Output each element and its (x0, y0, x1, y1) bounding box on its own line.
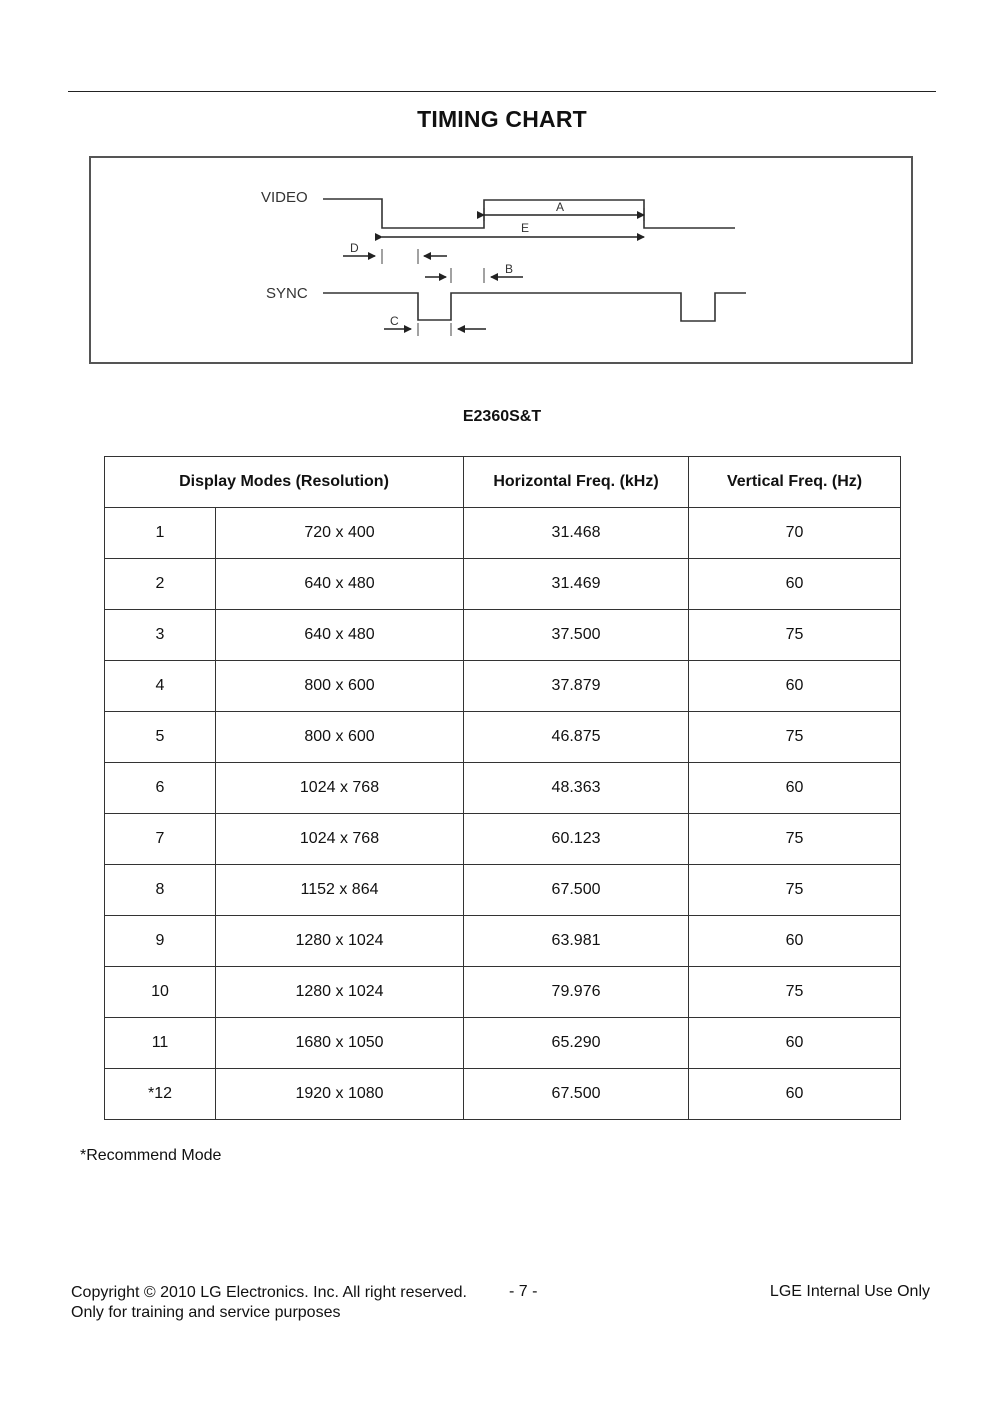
marker-d: D (350, 241, 359, 255)
table-row (105, 559, 901, 610)
resolution-cell: 1920 x 1080 (216, 1069, 464, 1120)
footer-left (71, 1283, 467, 1323)
table-row (105, 661, 901, 712)
mode-number-cell: *12 (105, 1069, 216, 1120)
table-header-row (105, 457, 901, 508)
resolution-cell: 1680 x 1050 (216, 1018, 464, 1069)
horizontal-freq-cell: 67.500 (464, 1069, 689, 1120)
resolution-cell: 640 x 480 (216, 610, 464, 661)
top-rule (68, 91, 936, 92)
video-label: VIDEO (261, 189, 308, 206)
horizontal-freq-cell: 63.981 (464, 916, 689, 967)
resolution-cell: 640 x 480 (216, 559, 464, 610)
table-row (105, 1018, 901, 1069)
vertical-freq-cell: 60 (689, 1018, 901, 1069)
mode-number-cell: 8 (105, 865, 216, 916)
mode-number-cell: 11 (105, 1018, 216, 1069)
resolution-cell: 1152 x 864 (216, 865, 464, 916)
horizontal-freq-cell: 67.500 (464, 865, 689, 916)
horizontal-freq-cell: 46.875 (464, 712, 689, 763)
horizontal-freq-cell: 79.976 (464, 967, 689, 1018)
timing-diagram (89, 156, 913, 364)
table-row (105, 865, 901, 916)
vertical-freq-cell: 75 (689, 712, 901, 763)
marker-c: C (390, 314, 399, 328)
timing-table (104, 456, 901, 1120)
timing-diagram-svg (91, 158, 915, 366)
resolution-cell: 720 x 400 (216, 508, 464, 559)
sync-label: SYNC (266, 285, 308, 302)
vertical-freq-cell: 60 (689, 661, 901, 712)
footer-purpose: Only for training and service purposes (71, 1304, 341, 1321)
mode-number-cell: 9 (105, 916, 216, 967)
horizontal-freq-cell: 37.879 (464, 661, 689, 712)
header-display-modes: Display Modes (Resolution) (105, 457, 464, 508)
mode-number-cell: 2 (105, 559, 216, 610)
mode-number-cell: 6 (105, 763, 216, 814)
resolution-cell: 1024 x 768 (216, 763, 464, 814)
vertical-freq-cell: 60 (689, 916, 901, 967)
mode-number-cell: 3 (105, 610, 216, 661)
table-row (105, 712, 901, 763)
model-title: E2360S&T (462, 408, 542, 425)
header-horizontal-freq: Horizontal Freq. (kHz) (464, 457, 689, 508)
marker-e: E (521, 221, 530, 235)
vertical-freq-cell: 75 (689, 967, 901, 1018)
table-row (105, 814, 901, 865)
table-row (105, 967, 901, 1018)
horizontal-freq-cell: 37.500 (464, 610, 689, 661)
table-row (105, 763, 901, 814)
footnote: *Recommend Mode (80, 1147, 222, 1164)
marker-a: A (556, 200, 565, 214)
table-row (105, 508, 901, 559)
table-row (105, 610, 901, 661)
mode-number-cell: 7 (105, 814, 216, 865)
footer-usage: LGE Internal Use Only (769, 1283, 930, 1300)
page-title: TIMING CHART (417, 106, 587, 132)
resolution-cell: 1280 x 1024 (216, 916, 464, 967)
table-row (105, 916, 901, 967)
mode-number-cell: 4 (105, 661, 216, 712)
vertical-freq-cell: 60 (689, 559, 901, 610)
horizontal-freq-cell: 31.468 (464, 508, 689, 559)
vertical-freq-cell: 75 (689, 814, 901, 865)
vertical-freq-cell: 75 (689, 610, 901, 661)
header-vertical-freq: Vertical Freq. (Hz) (689, 457, 901, 508)
resolution-cell: 800 x 600 (216, 712, 464, 763)
vertical-freq-cell: 60 (689, 1069, 901, 1120)
vertical-freq-cell: 75 (689, 865, 901, 916)
vertical-freq-cell: 70 (689, 508, 901, 559)
sync-waveform (323, 293, 746, 321)
resolution-cell: 1024 x 768 (216, 814, 464, 865)
footer-page-number: - 7 - (509, 1283, 538, 1300)
horizontal-freq-cell: 65.290 (464, 1018, 689, 1069)
resolution-cell: 800 x 600 (216, 661, 464, 712)
mode-number-cell: 1 (105, 508, 216, 559)
marker-b: B (505, 262, 514, 276)
horizontal-freq-cell: 48.363 (464, 763, 689, 814)
footer-copyright: Copyright © 2010 LG Electronics. Inc. All right reserved. (71, 1284, 467, 1301)
horizontal-freq-cell: 31.469 (464, 559, 689, 610)
mode-number-cell: 10 (105, 967, 216, 1018)
mode-number-cell: 5 (105, 712, 216, 763)
horizontal-freq-cell: 60.123 (464, 814, 689, 865)
vertical-freq-cell: 60 (689, 763, 901, 814)
resolution-cell: 1280 x 1024 (216, 967, 464, 1018)
table-row (105, 1069, 901, 1120)
